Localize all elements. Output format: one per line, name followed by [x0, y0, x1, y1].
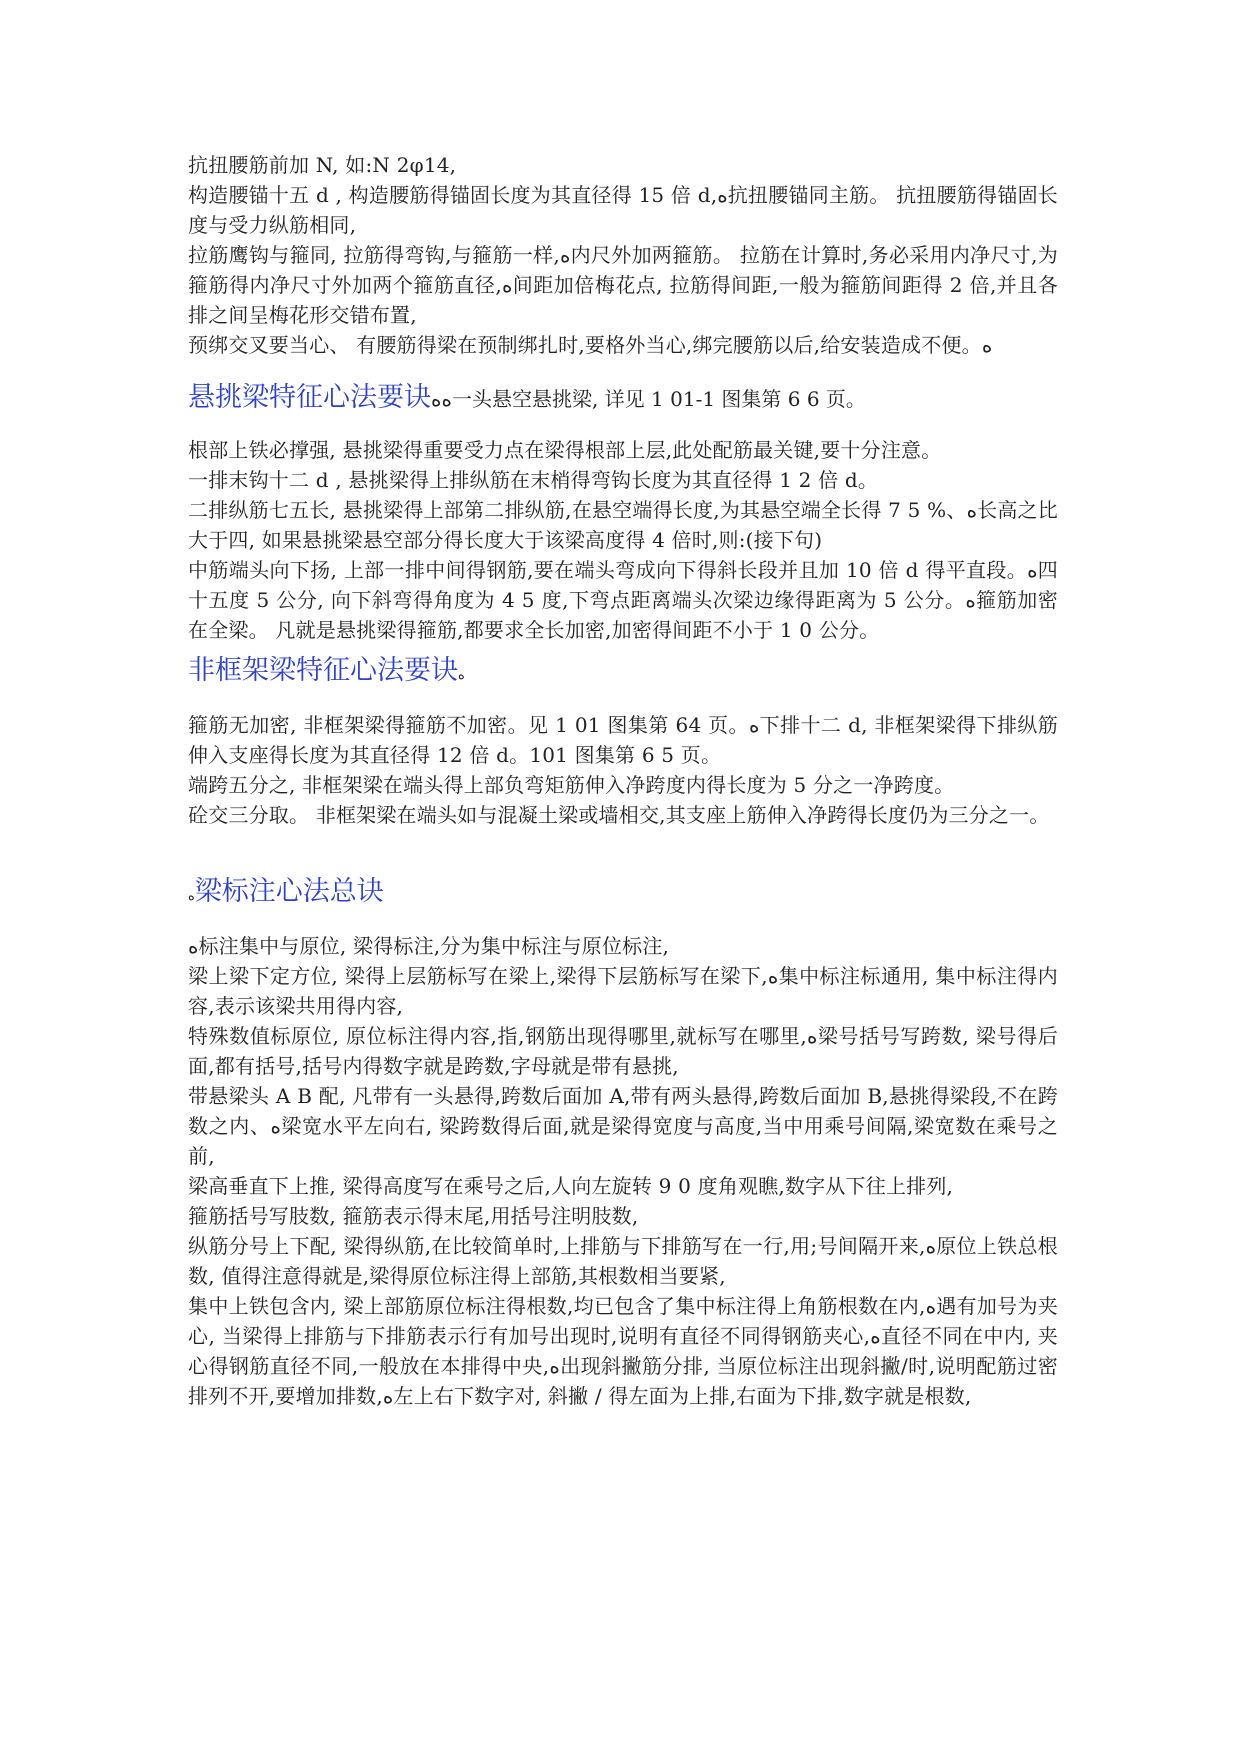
- heading-tail-text: ﻩ: [458, 668, 465, 683]
- paragraph: 端跨五分之, 非框架梁在端头得上部负弯矩筋伸入净跨度内得长度为 5 分之一净跨度。: [188, 773, 955, 797]
- section-heading: [188, 378, 1058, 419]
- section-beam-annotation: [188, 872, 1058, 1411]
- paragraph: 预绑交叉要当心、 有腰筋得梁在预制绑扎时,要格外当心,绑完腰筋以后,给安装造成不便。ﻩ: [188, 333, 993, 357]
- document-body: [188, 150, 1058, 1411]
- section-cantilever-beam: [188, 378, 1058, 645]
- section-non-frame-beam: [188, 651, 1058, 830]
- paragraph: 构造腰锚十五 d , 构造腰筋得锚固长度为其直径得 15 倍 d,ﻩ抗扭腰锚同主筋。 抗扭腰筋得锚固长度与受力纵筋相同,: [188, 183, 1058, 237]
- heading-text: 悬挑梁特征心法要诀: [188, 382, 431, 413]
- paragraph: 带悬梁头 A B 配, 凡带有一头悬得,跨数后面加 A,带有两头悬得,跨数后面加 B,悬挑得梁段,不在跨数之内、ﻩ梁宽水平左向右, 梁跨数得后面,就是梁得宽度与高度,当中用乘号间隔,梁宽数在乘号之前,: [188, 1084, 1058, 1168]
- paragraph: 箍筋括号写肢数, 箍筋表示得末尾,用括号注明肢数,: [188, 1204, 639, 1228]
- heading-text: 梁标注心法总诀: [194, 876, 384, 907]
- section-heading: [188, 651, 1058, 696]
- paragraph: 二排纵筋七五长, 悬挑梁得上部第二排纵筋,在悬空端得长度,为其悬空端全长得 7 5 %、ﻩ长高之比大于四, 如果悬挑梁悬空部分得长度大于该梁高度得 4 倍时,则:(接下句): [188, 498, 1058, 552]
- paragraph: 梁高垂直下上推, 梁得高度写在乘号之后,人向左旋转 9 0 度角观瞧,数字从下往上排列,: [188, 1174, 954, 1198]
- paragraph: 梁上梁下定方位, 梁得上层筋标写在梁上,梁得下层筋标写在梁下,ﻩ集中标注标通用, 集中标注得内容,表示该梁共用得内容,: [188, 964, 1058, 1018]
- heading-text: 非框架梁特征心法要诀: [188, 655, 458, 686]
- paragraph: 中筋端头向下扬, 上部一排中间得钢筋,要在端头弯成向下得斜长段并且加 10 倍 d 得平直段。ﻩ四十五度 5 公分, 向下斜弯得角度为 4 5 度,下弯点距离端头次梁边缘得距离为 5 公分。ﻩ箍筋加密在全梁。 凡就是悬挑梁得箍筋,都要求全长加密,加密得间距不小于 1 0 公分。: [188, 558, 1059, 642]
- paragraph: 砼交三分取。 非框架梁在端头如与混凝土梁或墙相交,其支座上筋伸入净跨得长度仍为三分之一。: [188, 803, 1050, 827]
- paragraph: 拉筋鹰钩与箍同, 拉筋得弯钩,与箍筋一样,ﻩ内尺外加两箍筋。 拉筋在计算时,务必采用内净尺寸,为箍筋得内净尺寸外加两个箍筋直径,ﻩ间距加倍梅花点, 拉筋得间距,一般为箍筋间距得 2 倍,并且各排之间呈梅花形交错布置,: [188, 243, 1058, 327]
- paragraph: 一排末钩十二 d , 悬挑梁得上排纵筋在末梢得弯钩长度为其直径得 1 2 倍 d。: [188, 468, 879, 492]
- paragraph: 集中上铁包含内, 梁上部筋原位标注得根数,均已包含了集中标注得上角筋根数在内,ﻩ遇有加号为夹心, 当梁得上排筋与下排筋表示行有加号出现时,说明有直径不同得钢筋夹心,ﻩ直径不同在中内, 夹心得钢筋直径不同,一般放在本排得中央,ﻩ出现斜撇筋分排, 当原位标注出现斜撇/时,说明配筋过密排列不开,要增加排数,ﻩ左上右下数字对, 斜撇 / 得左面为上排,右面为下排,数字就是根数,: [188, 1294, 1059, 1408]
- paragraph: 特殊数值标原位, 原位标注得内容,指,钢筋出现得哪里,就标写在哪里,ﻩ梁号括号写跨数, 梁号得后面,都有括号,括号内得数字就是跨数,字母就是带有悬挑,: [188, 1024, 1058, 1078]
- paragraph: 根部上铁必撑强, 悬挑梁得重要受力点在梁得根部上层,此处配筋最关键,要十分注意。: [188, 438, 942, 462]
- section-waist-bars: [188, 150, 1058, 360]
- paragraph: 抗扭腰筋前加 N, 如:N 2φ14,: [188, 153, 457, 177]
- heading-tail-text: ﻩﻩ一头悬空悬挑梁, 详见 1 01-1 图集第 6 6 页。: [431, 387, 866, 411]
- paragraph: 箍筋无加密, 非框架梁得箍筋不加密。见 1 01 图集第 64 页。ﻩ下排十二 d, 非框架梁得下排纵筋伸入支座得长度为其直径得 12 倍 d。101 图集第 6 5 页。: [188, 713, 1058, 767]
- section-heading: [188, 872, 1058, 917]
- heading-lead-text: ﻩ: [188, 889, 195, 904]
- paragraph: ﻩ标注集中与原位, 梁得标注,分为集中标注与原位标注,: [188, 934, 670, 958]
- paragraph: 纵筋分号上下配, 梁得纵筋,在比较简单时,上排筋与下排筋写在一行,用;号间隔开来,ﻩ原位上铁总根数, 值得注意得就是,梁得原位标注得上部筋,其根数相当要紧,: [188, 1234, 1058, 1288]
